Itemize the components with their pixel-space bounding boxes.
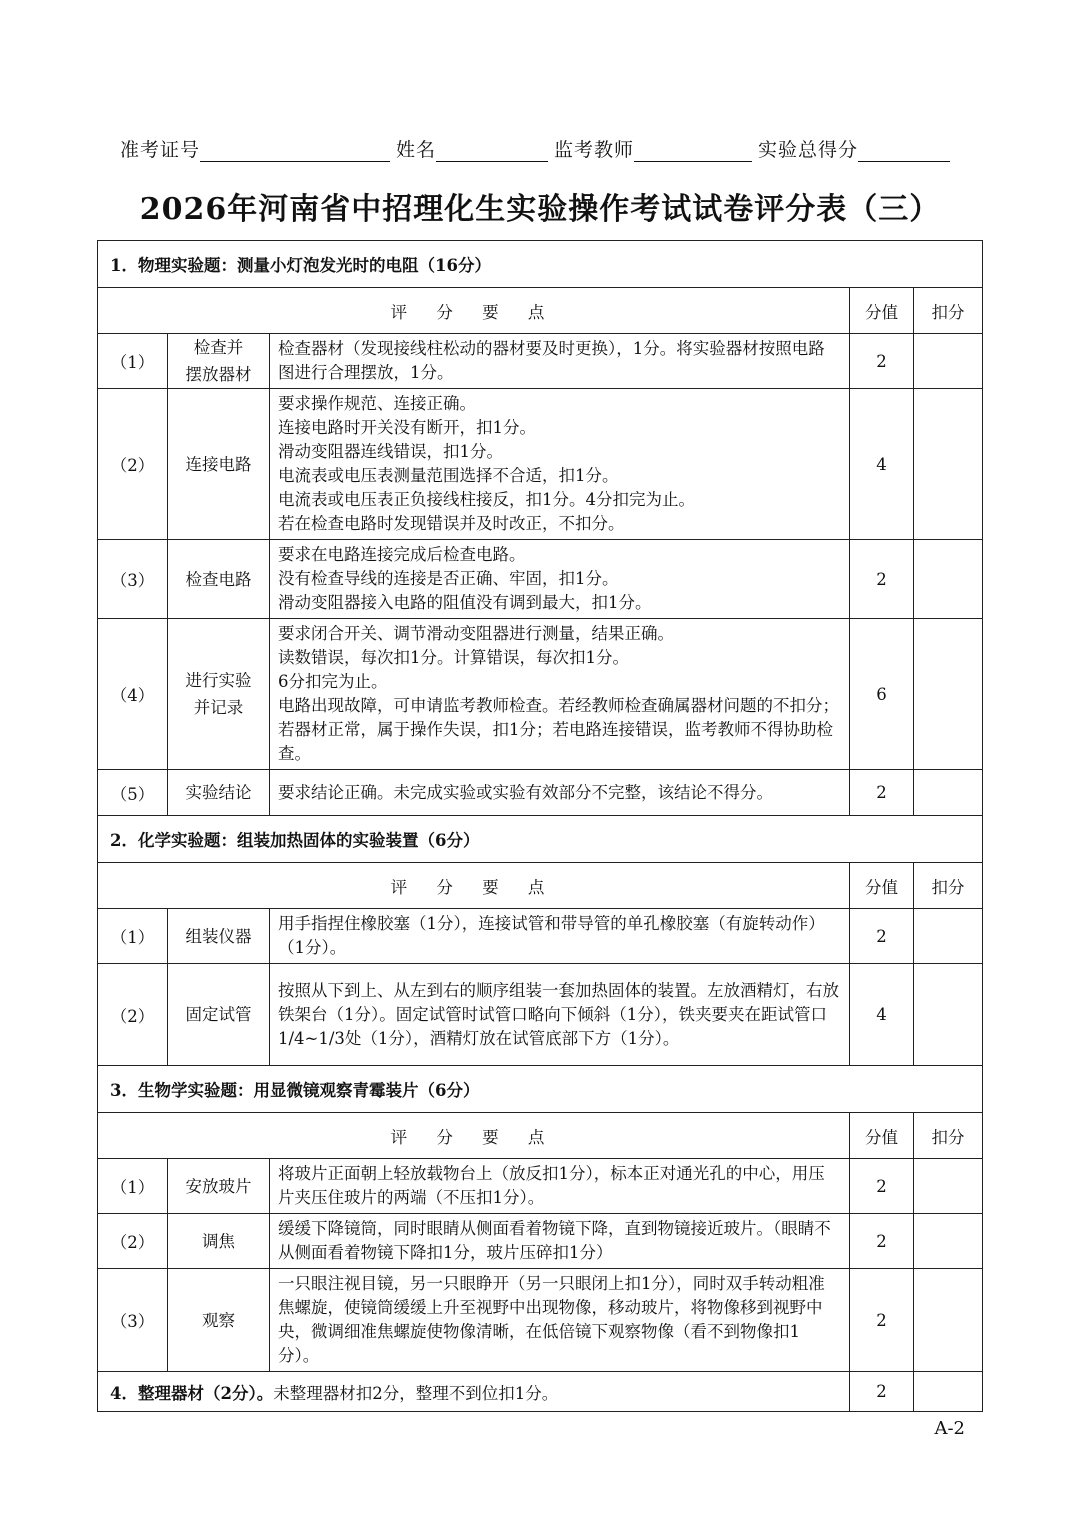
deduct-header: 扣分	[914, 1113, 983, 1159]
cleanup-heading: 4．整理器材（2分）。	[110, 1383, 274, 1403]
criteria-row	[98, 909, 983, 964]
score-header: 分值	[850, 288, 914, 334]
score-value: 2	[850, 770, 914, 816]
teacher-label: 监考教师	[554, 139, 635, 161]
criteria-line: 电流表或电压表测量范围选择不合适，扣1分。	[278, 466, 619, 485]
criteria-row	[98, 1159, 983, 1214]
criteria-line: 一只眼注视目镜，另一只眼睁开（另一只眼闭上扣1分），同时双手转动粗准焦螺旋，使镜筒缓缓上升至视野中出现物像，移动玻片，将物像移到视野中央，微调细准焦螺旋使物像清晰，在低倍镜下观察物像（看不到物像扣1分）。	[278, 1274, 825, 1365]
step-number: （5）	[98, 770, 168, 816]
chemistry-section-heading: 2．化学实验题：组装加热固体的实验装置（6分）	[98, 816, 983, 863]
step-name-line: 安放玻片	[185, 1176, 252, 1196]
deduct-cell[interactable]	[914, 619, 983, 770]
score-value: 2	[850, 1269, 914, 1372]
total-score-field[interactable]	[858, 139, 950, 162]
criteria-row	[98, 389, 983, 540]
step-number: （1）	[98, 909, 168, 964]
step-criteria	[270, 1214, 850, 1269]
step-criteria	[270, 964, 850, 1066]
criteria-row	[98, 770, 983, 816]
name-field[interactable]	[436, 139, 548, 162]
criteria-row	[98, 1269, 983, 1372]
score-header: 分值	[850, 863, 914, 909]
step-name	[168, 770, 270, 816]
score-value: 2	[850, 909, 914, 964]
page-number: A-2	[934, 1418, 965, 1439]
chemistry-heading-row	[98, 816, 983, 863]
criteria-row	[98, 619, 983, 770]
deduct-cell[interactable]	[914, 1214, 983, 1269]
cleanup-criteria	[98, 1372, 850, 1412]
deduct-cell[interactable]	[914, 909, 983, 964]
ticket-number-field[interactable]	[200, 139, 390, 162]
score-value: 4	[850, 964, 914, 1066]
criteria-line: 连接电路时开关没有断开，扣1分。	[278, 418, 536, 437]
cleanup-row	[98, 1372, 983, 1412]
deduct-header: 扣分	[914, 288, 983, 334]
cleanup-text: 未整理器材扣2分，整理不到位扣1分。	[273, 1383, 559, 1403]
deduct-cell[interactable]	[914, 1159, 983, 1214]
criteria-line: 滑动变阻器接入电路的阻值没有调到最大，扣1分。	[278, 593, 652, 612]
deduct-cell[interactable]	[914, 389, 983, 540]
physics-section-heading: 1．物理实验题：测量小灯泡发光时的电阻（16分）	[98, 241, 983, 288]
step-criteria	[270, 1159, 850, 1214]
step-name-line: 检查并	[193, 338, 244, 357]
step-number: （2）	[98, 389, 168, 540]
score-value: 2	[850, 1159, 914, 1214]
step-number: （4）	[98, 619, 168, 770]
step-name-line: 实验结论	[185, 783, 252, 802]
step-name	[168, 1269, 270, 1372]
ticket-number-label: 准考证号	[120, 139, 201, 161]
deduct-cell[interactable]	[914, 1269, 983, 1372]
total-score-label: 实验总得分	[758, 139, 859, 161]
score-value: 2	[850, 1214, 914, 1269]
score-table	[97, 240, 983, 1412]
chemistry-column-header-row	[98, 863, 983, 909]
step-name-line: 摆放器材	[185, 365, 252, 384]
step-name-line: 检查电路	[185, 569, 252, 589]
step-criteria	[270, 909, 850, 964]
step-name-line: 观察	[202, 1310, 235, 1330]
deduct-cell[interactable]	[914, 770, 983, 816]
step-criteria	[270, 619, 850, 770]
key-points-header: 评 分 要 点	[98, 1113, 850, 1159]
step-criteria	[270, 770, 850, 816]
step-number: （2）	[98, 964, 168, 1066]
criteria-line: 电流表或电压表正负接线柱接反，扣1分。4分扣完为止。	[278, 490, 695, 509]
criteria-line: 若在检查电路时发现错误并及时改正，不扣分。	[278, 514, 625, 533]
score-value: 2	[850, 1372, 914, 1412]
deduct-header: 扣分	[914, 863, 983, 909]
step-criteria	[270, 1269, 850, 1372]
step-name	[168, 964, 270, 1066]
step-name-line: 连接电路	[185, 454, 252, 474]
criteria-line: 检查器材（发现接线柱松动的器材要及时更换），1分。将实验器材按照电路图进行合理摆放，1分。	[278, 339, 825, 382]
step-name	[168, 389, 270, 540]
step-name	[168, 540, 270, 619]
physics-column-header-row	[98, 288, 983, 334]
step-name	[168, 1214, 270, 1269]
step-criteria	[270, 389, 850, 540]
step-name-line: 进行实验	[185, 671, 252, 690]
deduct-cell[interactable]	[914, 334, 983, 389]
step-number: （3）	[98, 540, 168, 619]
criteria-line: 用手指捏住橡胶塞（1分），连接试管和带导管的单孔橡胶塞（有旋转动作）（1分）。	[278, 914, 825, 957]
step-name	[168, 334, 270, 389]
physics-heading-row	[98, 241, 983, 288]
step-name	[168, 909, 270, 964]
page-title: 2026年河南省中招理化生实验操作考试试卷评分表（三）	[139, 192, 941, 227]
key-points-header: 评 分 要 点	[98, 288, 850, 334]
deduct-cell[interactable]	[914, 540, 983, 619]
criteria-line: 要求闭合开关、调节滑动变阻器进行测量，结果正确。	[278, 624, 674, 643]
step-name	[168, 619, 270, 770]
criteria-row	[98, 334, 983, 389]
biology-section-heading: 3．生物学实验题：用显微镜观察青霉装片（6分）	[98, 1066, 983, 1113]
criteria-row	[98, 964, 983, 1066]
biology-heading-row	[98, 1066, 983, 1113]
teacher-field[interactable]	[634, 139, 752, 162]
key-points-header: 评 分 要 点	[98, 863, 850, 909]
score-header: 分值	[850, 1113, 914, 1159]
criteria-line: 6分扣完为止。	[278, 672, 388, 691]
step-number: （2）	[98, 1214, 168, 1269]
criteria-line: 要求在电路连接完成后检查电路。	[278, 545, 526, 564]
criteria-line: 没有检查导线的连接是否正确、牢固，扣1分。	[278, 569, 619, 588]
criteria-line: 读数错误，每次扣1分。计算错误，每次扣1分。	[278, 648, 629, 667]
biology-column-header-row	[98, 1113, 983, 1159]
criteria-line: 将玻片正面朝上轻放载物台上（放反扣1分），标本正对通光孔的中心，用压片夹压住玻片的两端（不压扣1分）。	[278, 1164, 825, 1207]
step-name-line: 调焦	[202, 1231, 235, 1251]
deduct-cell[interactable]	[914, 964, 983, 1066]
step-criteria	[270, 540, 850, 619]
step-number: （1）	[98, 334, 168, 389]
name-label: 姓名	[396, 139, 437, 161]
criteria-line: 要求结论正确。未完成实验或实验有效部分不完整，该结论不得分。	[278, 782, 773, 802]
deduct-cell[interactable]	[914, 1372, 983, 1412]
step-number: （1）	[98, 1159, 168, 1214]
score-value: 2	[850, 540, 914, 619]
step-name-line: 组装仪器	[185, 926, 252, 946]
criteria-line: 电路出现故障，可申请监考教师检查。若经教师检查确属器材问题的不扣分；若器材正常，属于操作失误，扣1分；若电路连接错误，监考教师不得协助检查。	[278, 696, 839, 763]
step-number: （3）	[98, 1269, 168, 1372]
criteria-row	[98, 540, 983, 619]
criteria-line: 要求操作规范、连接正确。	[278, 394, 476, 413]
criteria-line: 滑动变阻器连线错误，扣1分。	[278, 442, 503, 461]
score-value: 4	[850, 389, 914, 540]
criteria-row	[98, 1214, 983, 1269]
criteria-line: 缓缓下降镜筒，同时眼睛从侧面看着物镜下降，直到物镜接近玻片。（眼睛不从侧面看着物镜下降扣1分，玻片压碎扣1分）	[278, 1219, 831, 1262]
score-value: 2	[850, 334, 914, 389]
exam-header	[120, 130, 980, 162]
score-value: 6	[850, 619, 914, 770]
step-name-line: 固定试管	[185, 1005, 252, 1024]
step-name	[168, 1159, 270, 1214]
step-name-line: 并记录	[193, 698, 244, 717]
step-criteria	[270, 334, 850, 389]
criteria-line: 按照从下到上、从左到右的顺序组装一套加热固体的装置。左放酒精灯，右放铁架台（1分）。固定试管时试管口略向下倾斜（1分），铁夹要夹在距试管口1/4~1/3处（1分），酒精灯放在试管底部下方（1分）。	[278, 980, 839, 1048]
